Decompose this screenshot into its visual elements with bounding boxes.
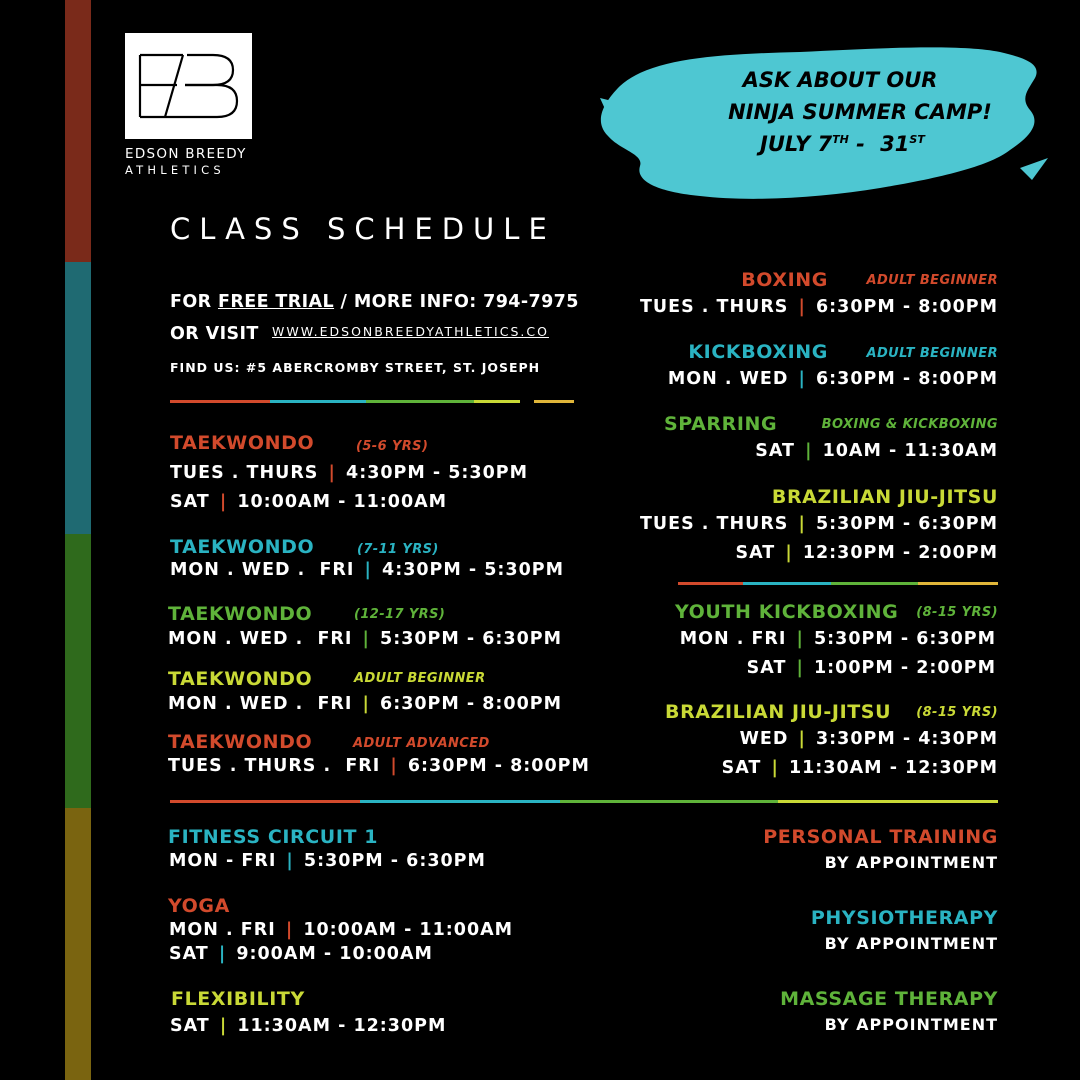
time: 3:30PM - 4:30PM	[816, 729, 998, 749]
time: 12:30PM - 2:00PM	[802, 543, 998, 563]
days: SAT	[169, 944, 209, 964]
schedule-row	[170, 492, 447, 512]
days: TUES . THURS	[170, 463, 319, 483]
rule-seg-green	[831, 582, 918, 585]
rule-mid-right	[678, 582, 998, 585]
separator: |	[805, 441, 813, 461]
class-name: TAEKWONDO	[168, 668, 313, 690]
schedule-row	[170, 463, 528, 483]
class-name: BOXING	[741, 269, 828, 291]
class-note: ADULT ADVANCED	[353, 736, 490, 751]
time: 10AM - 11:30AM	[822, 441, 998, 461]
time: 4:30PM - 5:30PM	[382, 560, 565, 580]
time: 5:30PM - 6:30PM	[816, 514, 998, 534]
separator: |	[219, 1016, 228, 1036]
rule-seg-yellow	[474, 400, 520, 403]
class-note: (12-17 YRS)	[354, 607, 446, 622]
contact-prefix: FOR	[170, 292, 218, 312]
class-note: (5-6 YRS)	[356, 439, 429, 454]
rule-bottom	[170, 800, 998, 803]
rule-top-left	[170, 400, 574, 403]
days: TUES . THURS . FRI	[168, 756, 381, 776]
time: 4:30PM - 5:30PM	[346, 463, 529, 483]
schedule-row	[170, 1016, 446, 1036]
separator: |	[785, 543, 793, 563]
class-name: FITNESS CIRCUIT 1	[168, 826, 379, 848]
rule-seg-gap	[520, 400, 534, 403]
schedule-row	[722, 758, 998, 778]
days: TUES . THURS	[639, 514, 789, 534]
class-note: ADULT BEGINNER	[866, 273, 998, 288]
class-name: YOGA	[168, 895, 230, 917]
promo-line3	[760, 132, 970, 156]
separator: |	[218, 944, 227, 964]
visit-label: OR VISIT	[170, 324, 259, 344]
days: MON . FRI	[679, 629, 787, 649]
separator: |	[798, 297, 806, 317]
separator: |	[286, 851, 294, 871]
service-detail: BY APPOINTMENT	[824, 1015, 998, 1034]
time: 6:30PM - 8:00PM	[380, 694, 563, 714]
days: MON . WED	[667, 369, 789, 389]
separator: |	[798, 369, 806, 389]
brand-line2: ATHLETICS	[125, 163, 225, 177]
class-note: (8-15 YRS)	[916, 705, 998, 720]
days: SAT	[170, 492, 210, 512]
rule-seg-red	[678, 582, 743, 585]
brand-line1: EDSON BREEDY	[125, 146, 247, 162]
stripe-green	[65, 534, 91, 808]
stripe-olive	[65, 808, 91, 1080]
schedule-row	[169, 920, 513, 940]
days: SAT	[170, 1016, 210, 1036]
promo-start: JULY 7	[760, 132, 833, 156]
time: 6:30PM - 8:00PM	[816, 369, 998, 389]
time: 10:00AM - 11:00AM	[303, 920, 514, 940]
promo-line2: NINJA SUMMER CAMP!	[728, 100, 992, 124]
time: 1:00PM - 2:00PM	[814, 658, 996, 678]
class-note: BOXING & KICKBOXING	[821, 417, 998, 432]
days: SAT	[746, 658, 787, 678]
page-title: CLASS SCHEDULE	[170, 212, 556, 246]
schedule-row	[169, 851, 486, 871]
rule-seg-gold	[918, 582, 998, 585]
days: MON . FRI	[169, 920, 276, 940]
stripe-teal	[65, 262, 91, 534]
promo-start-sup: TH	[832, 133, 849, 146]
time: 5:30PM - 6:30PM	[814, 629, 996, 649]
days: TUES . THURS	[639, 297, 789, 317]
rule-seg-teal	[743, 582, 831, 585]
class-note: ADULT BEGINNER	[354, 671, 486, 686]
class-name: YOUTH KICKBOXING	[675, 601, 899, 623]
schedule-row	[747, 658, 996, 678]
class-name: TAEKWONDO	[170, 432, 315, 454]
class-name: KICKBOXING	[688, 341, 828, 363]
website-link[interactable]: WWW.EDSONBREEDYATHLETICS.CO	[272, 324, 549, 339]
promo-end-sup: ST	[909, 133, 925, 146]
rule-seg-gold	[534, 400, 574, 403]
rule-seg-green	[560, 800, 778, 803]
separator: |	[328, 463, 336, 483]
promo-end: 31	[880, 132, 910, 156]
logo	[125, 33, 252, 139]
service-detail: BY APPOINTMENT	[824, 853, 998, 872]
schedule-row	[736, 543, 999, 563]
time: 9:00AM - 10:00AM	[236, 944, 433, 964]
schedule-row	[168, 756, 590, 776]
separator: |	[219, 492, 228, 512]
free-trial-link[interactable]: FREE TRIAL	[218, 292, 335, 312]
separator: |	[285, 920, 294, 940]
rule-seg-teal	[270, 400, 366, 403]
days: SAT	[755, 441, 795, 461]
separator: |	[796, 658, 804, 678]
separator: |	[796, 629, 804, 649]
schedule-row	[640, 297, 998, 317]
schedule-row	[755, 441, 998, 461]
rule-seg-red	[170, 400, 270, 403]
rule-seg-red	[170, 800, 360, 803]
time: 6:30PM - 8:00PM	[816, 297, 998, 317]
schedule-row	[740, 729, 998, 749]
promo-line1: ASK ABOUT OUR	[742, 68, 938, 92]
address: FIND US: #5 ABERCROMBY STREET, ST. JOSEPH	[170, 360, 541, 375]
separator: |	[798, 514, 806, 534]
days: MON . WED . FRI	[168, 629, 353, 649]
class-note: (8-15 YRS)	[916, 605, 998, 620]
separator: |	[364, 560, 372, 580]
class-name: FLEXIBILITY	[171, 988, 305, 1010]
logo-mark-icon	[125, 33, 252, 139]
class-name: BRAZILIAN JIU-JITSU	[665, 701, 892, 723]
schedule-row	[170, 560, 564, 580]
schedule-row	[169, 944, 433, 964]
service-name: PERSONAL TRAINING	[763, 826, 998, 848]
days: MON - FRI	[169, 851, 277, 871]
rule-seg-teal	[360, 800, 560, 803]
stripe-red	[65, 0, 91, 262]
separator: |	[390, 756, 398, 776]
schedule-row	[668, 369, 998, 389]
promo-sep: -	[848, 132, 873, 156]
service-name: MASSAGE THERAPY	[780, 988, 998, 1010]
days: SAT	[735, 543, 776, 563]
service-detail: BY APPOINTMENT	[824, 934, 998, 953]
schedule-row	[640, 514, 998, 534]
time: 11:30AM - 12:30PM	[788, 758, 998, 778]
separator: |	[798, 729, 806, 749]
days: SAT	[721, 758, 762, 778]
time: 10:00AM - 11:00AM	[237, 492, 448, 512]
class-name: TAEKWONDO	[170, 536, 315, 558]
separator: |	[362, 694, 370, 714]
separator: |	[771, 758, 779, 778]
class-note: ADULT BEGINNER	[866, 346, 998, 361]
class-name: BRAZILIAN JIU-JITSU	[771, 486, 998, 508]
class-name: TAEKWONDO	[168, 731, 313, 753]
contact-suffix: / MORE INFO: 794-7975	[334, 292, 579, 312]
rule-seg-green	[366, 400, 474, 403]
days: MON . WED . FRI	[170, 560, 355, 580]
time: 11:30AM - 12:30PM	[237, 1016, 447, 1036]
separator: |	[362, 629, 370, 649]
schedule-row	[168, 629, 562, 649]
time: 5:30PM - 6:30PM	[303, 851, 486, 871]
days: MON . WED . FRI	[168, 694, 353, 714]
schedule-row	[168, 694, 562, 714]
class-name: SPARRING	[664, 413, 778, 435]
contact-line1	[170, 292, 579, 312]
service-name: PHYSIOTHERAPY	[810, 907, 998, 929]
time: 5:30PM - 6:30PM	[380, 629, 563, 649]
time: 6:30PM - 8:00PM	[407, 756, 590, 776]
days: WED	[739, 729, 789, 749]
class-name: TAEKWONDO	[168, 603, 313, 625]
schedule-row	[680, 629, 996, 649]
class-note: (7-11 YRS)	[357, 542, 439, 557]
rule-seg-yellow	[778, 800, 998, 803]
